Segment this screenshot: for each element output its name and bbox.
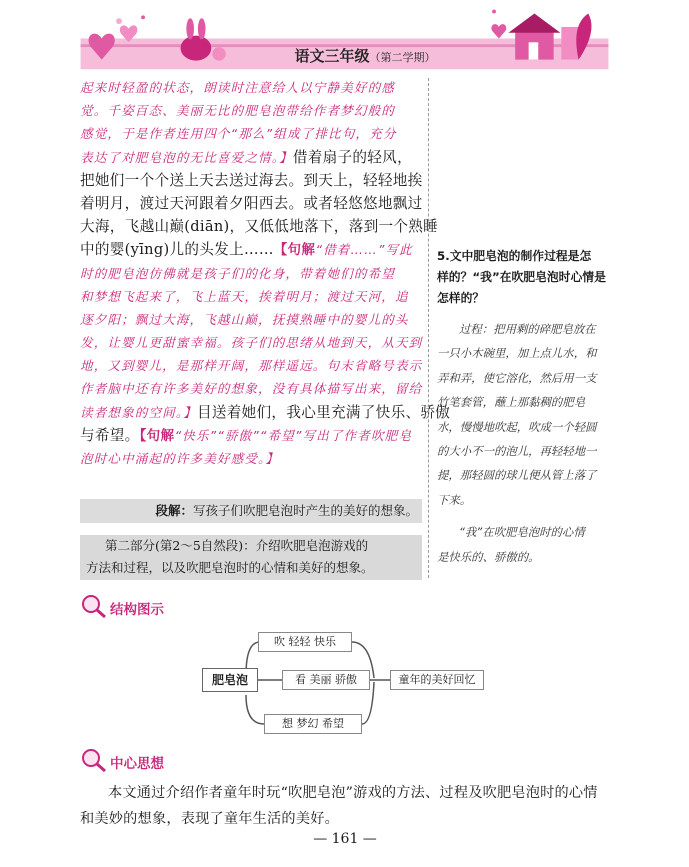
- main-text-line: [80, 192, 422, 215]
- sidebar-answer-line: 水，慢慢地吹起，吹成一个轻圆: [437, 419, 597, 434]
- annotation-text: 作者脑中还有许多美好的想象，没有具体描写出来，留给: [80, 381, 423, 397]
- sidebar-question: [437, 246, 637, 309]
- sidebar-answer-line: 提，那轻圆的球儿便从管上落了: [437, 468, 597, 483]
- main-text-segment: 目送着她们，我心里充满了快乐、骄傲: [196, 403, 451, 421]
- heart-decoration-right: [491, 10, 506, 39]
- annotation-text: “快乐”“骄傲”“希望”写出了作者吹肥皂: [174, 427, 413, 443]
- main-text-line: [80, 238, 422, 261]
- main-text-line: [80, 169, 422, 192]
- paragraph-summary-text: 写孩子们吹肥皂泡时产生的美好的想象。: [193, 503, 419, 518]
- main-text-line: [80, 76, 422, 99]
- annotation-text: 逐夕阳；飘过大海，飞越山巅，抚摸熟睡中的婴儿的头: [80, 311, 409, 327]
- annotation-tag: 【句解: [139, 428, 175, 444]
- sidebar-question-line: 样的？“我”在吹肥皂泡时心情是: [437, 270, 606, 284]
- main-text-segment: 中的婴(yīng)儿的头发上……: [80, 241, 274, 259]
- magnifier-icon: [80, 593, 108, 619]
- sidebar-answer-line: 一只小木碗里，加上点儿水，和: [437, 346, 597, 361]
- theme-heading-text: 中心思想: [110, 756, 164, 772]
- sidebar-answer: [437, 317, 637, 569]
- annotation-text: 表达了对肥皂泡的无比喜爱之情。】: [80, 149, 293, 165]
- annotation-text: 觉。千姿百态、美丽无比的肥皂泡带给作者梦幻般的: [80, 103, 395, 119]
- structure-center-node: 肥皂泡: [202, 668, 258, 692]
- theme-line-1: 本文通过介绍作者童年时玩“吹肥皂泡”游戏的方法、过程及吹肥皂泡时的心情: [108, 785, 598, 801]
- main-text-line: [80, 285, 422, 308]
- main-text-line: [80, 447, 422, 470]
- header-title: [250, 45, 480, 66]
- main-text-line: [80, 262, 422, 285]
- sidebar-question-line: 怎样的？: [437, 291, 485, 305]
- annotation-text: 发，让婴儿更甜蜜幸福。孩子们的思绪从地到天，从天到: [80, 335, 423, 351]
- main-text-line: [80, 331, 422, 354]
- main-text-column: [80, 76, 451, 470]
- main-text-line: [80, 424, 422, 447]
- part-two-summary-box: [80, 535, 422, 580]
- part-two-summary-line-2: 方法和过程，以及吹肥皂泡时的心情和美好的想象。: [86, 559, 374, 575]
- main-text-line: [80, 377, 422, 400]
- theme-line-2: 和美妙的想象，表现了童年生活的美好。: [80, 811, 339, 827]
- annotation-tag: 【句解: [273, 243, 316, 259]
- structure-branch-2: 看 美丽 骄傲: [282, 670, 370, 690]
- annotation-text: 泡时心中涌起的许多美好感受。】: [80, 451, 280, 466]
- sidebar-answer-line: 下来。: [437, 492, 472, 507]
- paragraph-summary-label: 段解：: [155, 503, 193, 518]
- main-text-line: [80, 146, 422, 169]
- main-text-segment: 与希望。: [80, 426, 140, 444]
- annotation-text: 时的肥皂泡仿佛就是孩子们的化身，带着她们的希望: [80, 265, 395, 281]
- structure-heading-text: 结构图示: [110, 602, 164, 618]
- house-icon: [508, 13, 591, 59]
- header-title-text: 语文三年级: [294, 47, 370, 65]
- structure-diagram: [202, 628, 487, 740]
- sidebar-answer-line: “我”在吹肥皂泡时的心情: [459, 525, 585, 540]
- annotation-text: 感觉，于是作者连用四个“那么”组成了排比句，充分: [80, 126, 397, 142]
- sidebar-question-answer: [437, 246, 637, 569]
- page-number: — 161 —: [313, 831, 377, 847]
- annotation-text: 读者想象的空间。】: [80, 404, 197, 420]
- column-divider: [428, 78, 429, 578]
- main-text-line: [80, 122, 422, 145]
- sidebar-answer-line: 是快乐的、骄傲的。: [437, 549, 540, 564]
- magnifier-icon: [80, 747, 108, 773]
- annotation-text: 地，又到婴儿，是那样开阔，那样遥远。句末省略号表示: [80, 358, 423, 374]
- structure-branch-1: 吹 轻轻 快乐: [258, 632, 352, 652]
- annotation-text: 起来时轻盈的状态，朗读时注意给人以宁静美好的感: [80, 80, 395, 95]
- main-text-segment: 着明月，渡过天河跟着夕阳西去。或者轻悠悠地飘过: [80, 194, 423, 212]
- main-text-line: [80, 308, 422, 331]
- header-subtitle: （第二学期）: [369, 51, 436, 64]
- sidebar-answer-line: 过程：把用剩的碎肥皂放在: [459, 322, 596, 336]
- structure-result-node: 童年的美好回忆: [390, 670, 484, 690]
- annotation-text: 和梦想飞起来了，飞上蓝天，挨着明月；渡过天河，追: [80, 288, 409, 304]
- sidebar-question-line: 5.文中肥皂泡的制作过程是怎: [437, 249, 592, 263]
- structure-branch-3: 想 梦幻 希望: [264, 714, 362, 734]
- sidebar-answer-line: 竹笔套管，蘸上那黏稠的肥皂: [437, 395, 586, 410]
- sidebar-answer-line: 的大小不一的泡儿，再轻轻地一: [437, 443, 597, 458]
- main-text-line: [80, 99, 422, 122]
- main-text-line: [80, 354, 422, 377]
- part-two-summary-line-1: 第二部分(第2～5自然段)：介绍吹肥皂泡游戏的: [105, 538, 369, 553]
- main-text-line: [80, 401, 451, 424]
- paragraph-summary-box: [80, 499, 422, 523]
- theme-paragraph: [80, 780, 620, 832]
- sidebar-answer-line: 弄和弄，使它溶化，然后用一支: [437, 370, 597, 385]
- theme-heading: [80, 747, 280, 773]
- main-text-line: [80, 215, 439, 238]
- main-text-segment: 借着扇子的轻风，: [292, 148, 412, 166]
- structure-heading: [80, 593, 280, 619]
- main-text-segment: 把她们一个个送上天去送过海去。到天上，轻轻地挨: [80, 171, 423, 189]
- main-text-segment: 大海，飞越山巅(diān)，又低低地落下，落到一个熟睡: [80, 218, 439, 236]
- annotation-text: “借着……”写此: [315, 242, 413, 258]
